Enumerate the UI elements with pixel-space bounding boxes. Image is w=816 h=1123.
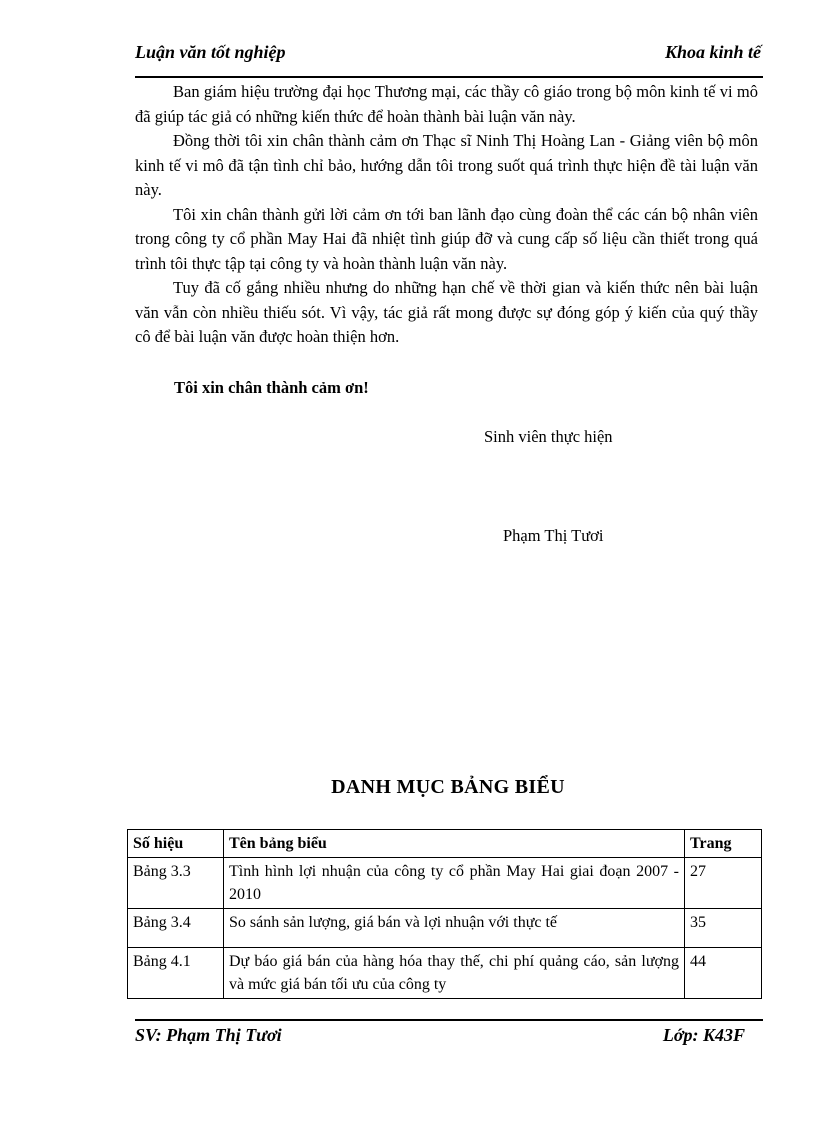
table-row [128, 909, 762, 948]
header-faculty-label: Khoa kinh tế [664, 42, 761, 62]
footer-rule [135, 1019, 763, 1021]
row-number: Bảng 4.1 [128, 948, 224, 999]
page-footer [135, 1025, 745, 1046]
row-page: 35 [685, 909, 762, 948]
header-thesis-label: Luận văn tốt nghiệp [135, 42, 286, 62]
page-header [135, 42, 761, 63]
acknowledgement-text [135, 80, 758, 350]
paragraph-3: Tôi xin chân thành gửi lời cảm ơn tới ban lãnh đạo cùng đoàn thể các cán bộ nhân viên trong công ty cổ phần May Hai đã nhiệt tình giúp đỡ và cung cấp số liệu cần thiết trong quá trình tôi thực tập tại công ty và hoàn thành luận văn này. [135, 204, 758, 273]
row-page: 44 [685, 948, 762, 999]
footer-class: Lớp: K43F [662, 1025, 745, 1045]
list-of-tables [127, 829, 762, 999]
signer-title: Sinh viên thực hiện [484, 427, 613, 446]
row-number: Bảng 3.3 [128, 858, 224, 909]
signer-name: Phạm Thị Tươi [503, 526, 604, 545]
table-row [128, 948, 762, 999]
footer-student: SV: Phạm Thị Tươi [135, 1025, 282, 1045]
row-number: Bảng 3.4 [128, 909, 224, 948]
row-name: Dự báo giá bán của hàng hóa thay thế, chi phí quảng cáo, sản lượng và mức giá bán tối ưu của công ty [224, 948, 685, 999]
header-name: Tên bảng biểu [224, 830, 685, 858]
row-page: 27 [685, 858, 762, 909]
paragraph-2: Đồng thời tôi xin chân thành cảm ơn Thạc sĩ Ninh Thị Hoàng Lan - Giảng viên bộ môn kinh tế vi mô đã tận tình chỉ bảo, hướng dẫn tôi trong suốt quá trình thực hiện đề tài luận văn này. [135, 131, 758, 199]
list-of-tables-title [0, 776, 816, 799]
row-name: Tình hình lợi nhuận của công ty cổ phần May Hai giai đoạn 2007 - 2010 [224, 858, 685, 909]
header-page: Trang [685, 830, 762, 858]
header-rule [135, 76, 763, 78]
paragraph-1: Ban giám hiệu trường đại học Thương mại, các thầy cô giáo trong bộ môn kinh tế vi mô đã giúp tác giả có những kiến thức để hoàn thành bài luận văn này. [135, 82, 758, 126]
table-header-row [128, 830, 762, 858]
row-name: So sánh sản lượng, giá bán và lợi nhuận với thực tế [224, 909, 685, 948]
thanks-line: Tôi xin chân thành cảm ơn! [174, 378, 369, 397]
table-row [128, 858, 762, 909]
header-number: Số hiệu [128, 830, 224, 858]
paragraph-4: Tuy đã cố gắng nhiều nhưng do những hạn chế về thời gian và kiến thức nên bài luận văn vẫn còn nhiều thiếu sót. Vì vậy, tác giả rất mong được sự đóng góp ý kiến của quý thầy cô để bài luận văn được hoàn thiện hơn. [135, 278, 758, 346]
list-of-tables-title-text: DANH MỤC BẢNG BIỂU [331, 776, 565, 798]
